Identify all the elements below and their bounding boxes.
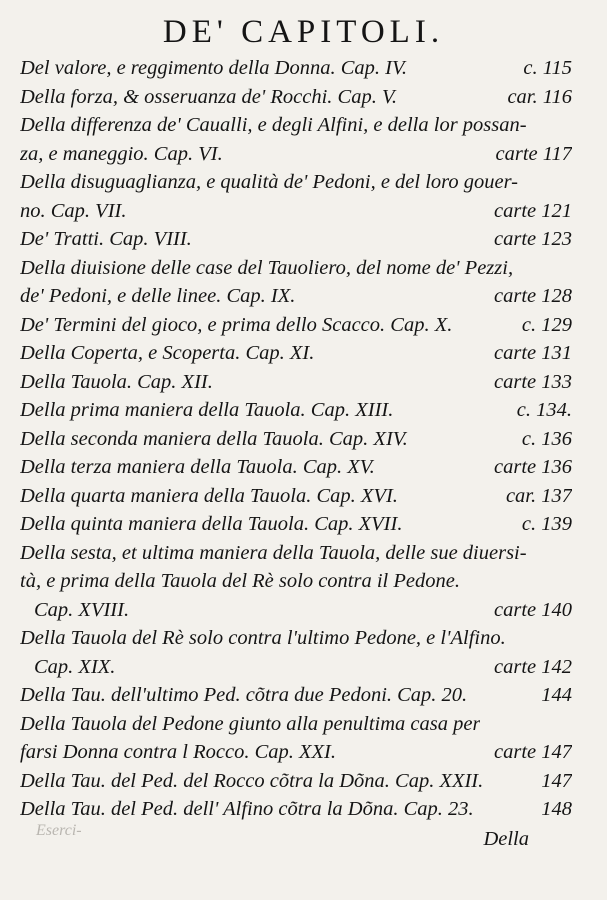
toc-line — [20, 425, 572, 454]
toc-entry — [20, 111, 572, 168]
entry-title: Della Tauola del Rè solo contra l'ultimo Pedone, e l'Alfino. — [20, 627, 506, 649]
entry-title: Della sesta, et ultima maniera della Tauola, delle sue diuersi- — [20, 541, 527, 564]
page-reference: carte 121 — [494, 199, 572, 222]
toc-line — [20, 83, 572, 112]
page-reference — [564, 710, 572, 739]
toc-line — [20, 396, 572, 425]
entry-title: De' Termini del gioco, e prima dello Scacco. Cap. X. — [20, 313, 453, 336]
page-reference: carte 136 — [494, 456, 572, 478]
toc-line — [20, 767, 572, 796]
entry-title: Della prima maniera della Tauola. Cap. XIII. — [20, 399, 394, 421]
page-reference — [564, 111, 572, 140]
catchword: Della — [483, 828, 529, 850]
page-reference: 148 — [541, 798, 572, 820]
entry-title: Della Tauola. Cap. XII. — [20, 370, 213, 393]
page-reference — [564, 624, 572, 653]
page-reference: 144 — [541, 684, 572, 706]
toc-entry — [20, 539, 572, 625]
toc-entry — [20, 767, 572, 796]
entry-title: za, e maneggio. Cap. VI. — [20, 142, 223, 165]
entry-title: Della quarta maniera della Tauola. Cap. XVI. — [20, 484, 398, 507]
toc-line — [20, 653, 572, 682]
entry-title: Della Tau. del Ped. del Rocco cõtra la Dõna. Cap. XXII. — [20, 769, 484, 792]
toc-line — [20, 225, 572, 254]
toc-line — [20, 168, 572, 197]
page-reference: c. 136 — [521, 427, 572, 450]
entry-title: Della disuguaglianza, e qualità de' Pedoni, e del loro gouer- — [20, 171, 518, 193]
toc-line — [20, 567, 572, 596]
table-of-contents — [20, 54, 572, 824]
entry-title: Cap. XVIII. — [34, 598, 130, 621]
toc-line — [20, 539, 572, 568]
toc-entry — [20, 54, 572, 83]
page-reference: c. 139 — [521, 513, 572, 535]
toc-line — [20, 795, 572, 824]
toc-line — [20, 681, 572, 710]
page-reference: 147 — [541, 769, 572, 792]
entry-title: Della diuisione delle case del Tauoliero, del nome de' Pezzi, — [20, 256, 514, 279]
entry-title: no. Cap. VII. — [20, 199, 127, 222]
toc-line — [20, 453, 572, 482]
entry-title: Della Tau. dell'ultimo Ped. cõtra due Pedoni. Cap. 20. — [20, 684, 468, 706]
toc-entry — [20, 624, 572, 681]
toc-line — [20, 311, 572, 340]
toc-entry — [20, 795, 572, 824]
entry-title: Della Coperta, e Scoperta. Cap. XI. — [20, 342, 315, 364]
page-reference: c. 129 — [521, 313, 572, 336]
toc-line — [20, 510, 572, 539]
page-reference: car. 116 — [507, 85, 572, 108]
toc-entry — [20, 396, 572, 425]
page-reference: car. 137 — [505, 484, 572, 507]
toc-entry — [20, 83, 572, 112]
page-reference: carte 140 — [494, 598, 572, 621]
entry-title: Cap. XIX. — [34, 655, 116, 678]
toc-line — [20, 54, 572, 83]
page-reference — [564, 168, 572, 197]
page-reference: carte 117 — [495, 142, 572, 165]
entry-title: Della seconda maniera della Tauola. Cap. XIV. — [20, 427, 408, 450]
toc-line — [20, 596, 572, 625]
toc-entry — [20, 168, 572, 225]
entry-title: Della forza, & osseruanza de' Rocchi. Cap. V. — [20, 85, 397, 108]
toc-line — [20, 140, 572, 169]
toc-entry — [20, 254, 572, 311]
page-heading: DE' CAPITOLI. — [162, 14, 445, 50]
toc-entry — [20, 681, 572, 710]
toc-line — [20, 738, 572, 767]
entry-title: Della Tauola del Pedone giunto alla penultima casa per — [20, 712, 481, 735]
page-reference: carte 147 — [494, 741, 572, 763]
toc-line — [20, 282, 572, 311]
entry-title: Del valore, e reggimento della Donna. Cap. IV. — [20, 57, 407, 79]
page-reference: carte 123 — [494, 228, 572, 250]
page-reference: c. 134. — [516, 399, 572, 421]
toc-entry — [20, 425, 572, 454]
toc-entry — [20, 339, 572, 368]
toc-line — [20, 482, 572, 511]
toc-entry — [20, 453, 572, 482]
toc-entry — [20, 710, 572, 767]
toc-entry — [20, 482, 572, 511]
toc-entry — [20, 510, 572, 539]
page-reference: carte 131 — [494, 342, 572, 364]
entry-title: Della terza maniera della Tauola. Cap. XV. — [20, 456, 375, 478]
toc-line — [20, 254, 572, 283]
entry-title: Della Tau. del Ped. dell' Alfino cõtra la Dõna. Cap. 23. — [20, 798, 474, 820]
toc-line — [20, 624, 572, 653]
page-reference — [564, 567, 572, 596]
toc-entry — [20, 311, 572, 340]
page-reference: carte 142 — [494, 655, 572, 678]
entry-title: farsi Donna contra l Rocco. Cap. XXI. — [20, 741, 337, 763]
page-reference: carte 128 — [494, 285, 572, 307]
toc-line — [20, 710, 572, 739]
page-reference — [564, 539, 572, 568]
bleed-through-text: Eserci- — [36, 822, 82, 839]
toc-line — [20, 339, 572, 368]
page-reference: c. 115 — [523, 57, 572, 79]
entry-title: Della quinta maniera della Tauola. Cap. XVII. — [20, 513, 403, 535]
entry-title: De' Tratti. Cap. VIII. — [20, 228, 192, 250]
entry-title: Della differenza de' Caualli, e degli Alfini, e della lor possan- — [20, 114, 527, 136]
toc-line — [20, 111, 572, 140]
page-reference — [564, 254, 572, 283]
toc-entry — [20, 225, 572, 254]
toc-line — [20, 197, 572, 226]
entry-title: tà, e prima della Tauola del Rè solo contra il Pedone. — [20, 570, 460, 592]
toc-line — [20, 368, 572, 397]
toc-entry — [20, 368, 572, 397]
entry-title: de' Pedoni, e delle linee. Cap. IX. — [20, 285, 296, 307]
page-reference: carte 133 — [494, 370, 572, 393]
